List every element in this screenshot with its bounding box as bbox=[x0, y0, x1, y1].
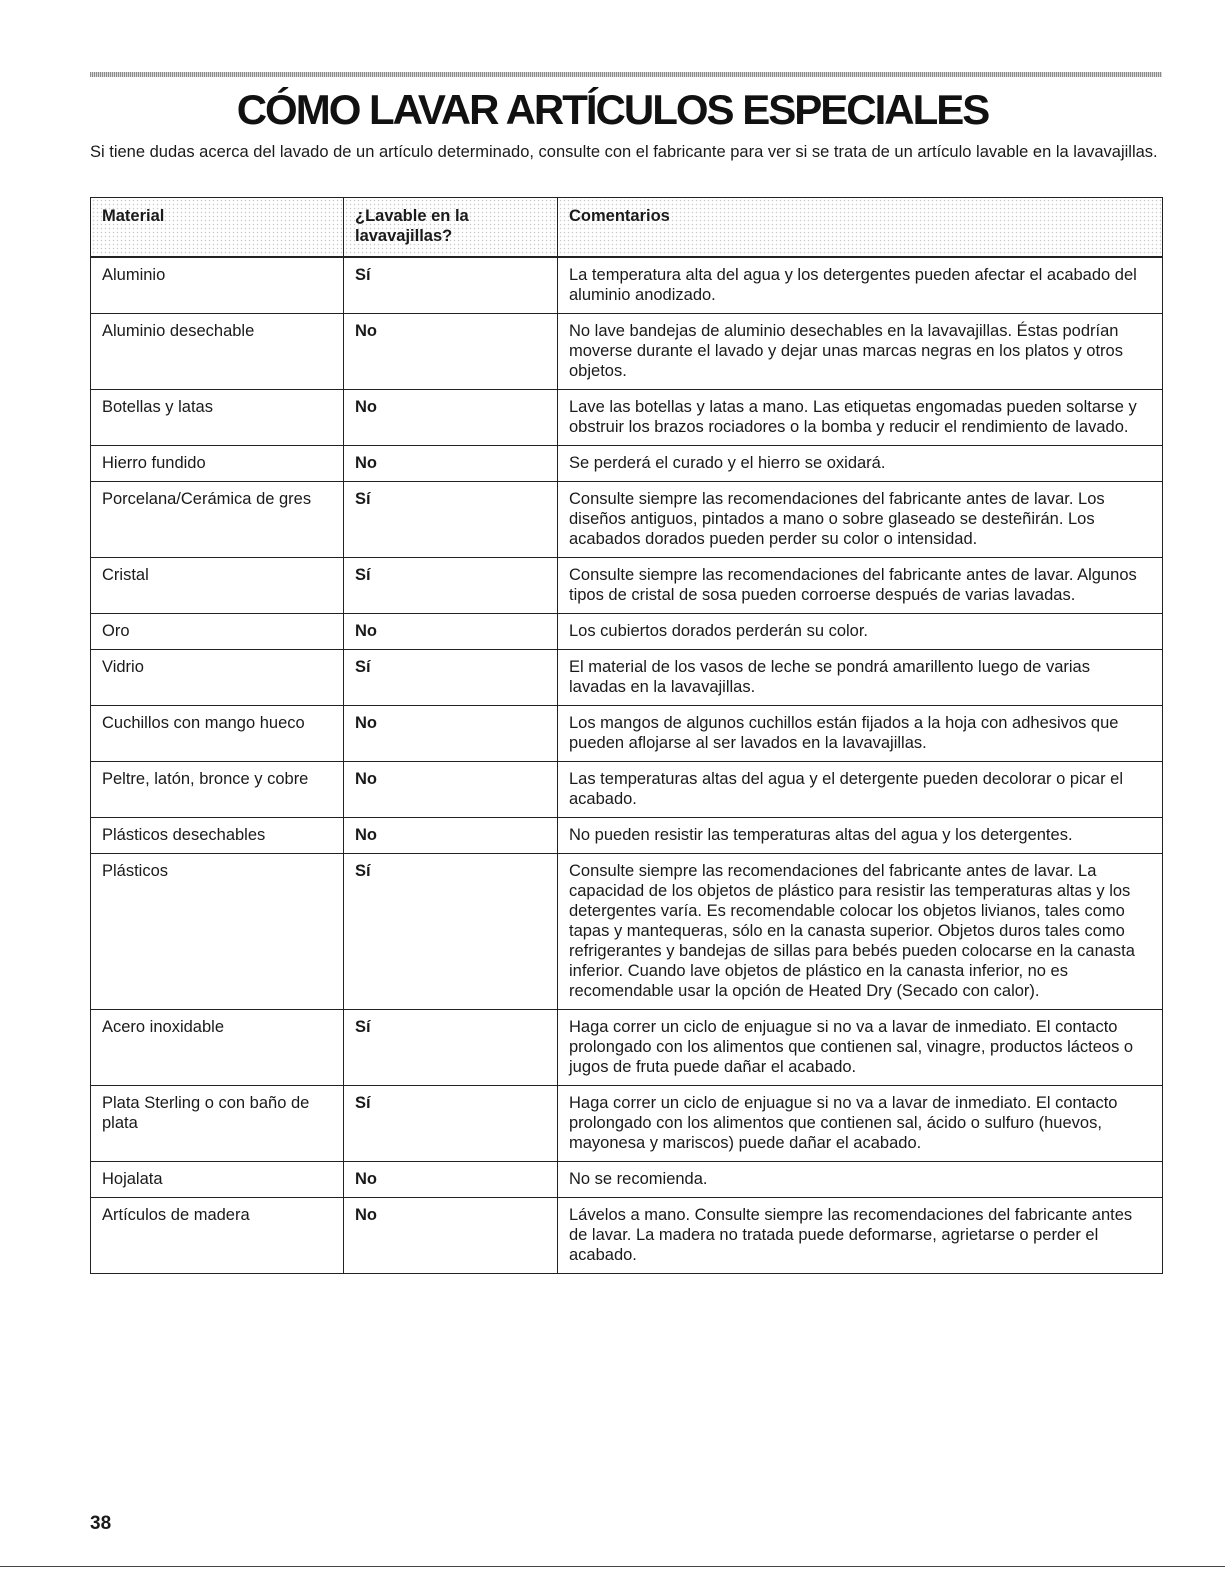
material-cell: Oro bbox=[91, 614, 344, 650]
page-title: CÓMO LAVAR ARTÍCULOS ESPECIALES bbox=[236, 86, 989, 133]
washable-cell: No bbox=[344, 706, 558, 762]
table-row bbox=[91, 257, 1163, 314]
washable-cell: No bbox=[344, 1198, 558, 1274]
washable-cell: No bbox=[344, 446, 558, 482]
intro-paragraph: Si tiene dudas acerca del lavado de un artículo determinado, consulte con el fabricante para ver si se trata de un artículo lavable en la lavavajillas. bbox=[90, 143, 1158, 161]
comments-cell: No pueden resistir las temperaturas altas del agua y los detergentes. bbox=[558, 818, 1163, 854]
comments-cell: Consulte siempre las recomendaciones del fabricante antes de lavar. Los diseños antiguos, pintados a mano o sobre glaseado se desteñirán. Los acabados dorados pueden perder su color o intensidad. bbox=[558, 482, 1163, 558]
material-cell: Botellas y latas bbox=[91, 390, 344, 446]
comments-cell: Haga correr un ciclo de enjuague si no va a lavar de inmediato. El contacto prolongado con los alimentos que contienen sal, ácido o sulfuro (huevos, mayonesa y mariscos) puede dañar el acabado. bbox=[558, 1086, 1163, 1162]
washable-cell: Sí bbox=[344, 558, 558, 614]
material-cell: Artículos de madera bbox=[91, 1198, 344, 1274]
bottom-rule bbox=[0, 1566, 1225, 1567]
page-number: 38 bbox=[90, 1513, 112, 1534]
material-cell: Peltre, latón, bronce y cobre bbox=[91, 762, 344, 818]
material-cell: Acero inoxidable bbox=[91, 1010, 344, 1086]
comments-cell: La temperatura alta del agua y los detergentes pueden afectar el acabado del aluminio anodizado. bbox=[558, 257, 1163, 314]
comments-cell: Lávelos a mano. Consulte siempre las recomendaciones del fabricante antes de lavar. La madera no tratada puede deformarse, agrietarse o perder el acabado. bbox=[558, 1198, 1163, 1274]
header-comments: Comentarios bbox=[558, 198, 1163, 258]
materials-table bbox=[90, 197, 1163, 1274]
washable-cell: Sí bbox=[344, 1010, 558, 1086]
table-row bbox=[91, 446, 1163, 482]
table-body bbox=[91, 257, 1163, 1274]
comments-cell: El material de los vasos de leche se pondrá amarillento luego de varias lavadas en la lavavajillas. bbox=[558, 650, 1163, 706]
comments-cell: Consulte siempre las recomendaciones del fabricante antes de lavar. La capacidad de los objetos de plástico para resistir las temperaturas altas y los detergentes varía. Es recomendable colocar los objetos livianos, tales como tapas y mantequeras, sólo en la canasta superior. Objetos duros tales como refrigerantes y bandejas de sillas para bebés pueden colocarse en la canasta inferior. Cuando lave objetos de plástico en la canasta inferior, no es recomendable usar la opción de Heated Dry (Secado con calor). bbox=[558, 854, 1163, 1010]
table-row bbox=[91, 482, 1163, 558]
table-row bbox=[91, 390, 1163, 446]
material-cell: Plata Sterling o con baño de plata bbox=[91, 1086, 344, 1162]
material-cell: Plásticos desechables bbox=[91, 818, 344, 854]
comments-cell: Los mangos de algunos cuchillos están fijados a la hoja con adhesivos que pueden aflojarse al ser lavados en la lavavajillas. bbox=[558, 706, 1163, 762]
washable-cell: No bbox=[344, 614, 558, 650]
washable-cell: Sí bbox=[344, 650, 558, 706]
table-row bbox=[91, 762, 1163, 818]
material-cell: Aluminio bbox=[91, 257, 344, 314]
material-cell: Plásticos bbox=[91, 854, 344, 1010]
table-row bbox=[91, 1086, 1163, 1162]
washable-cell: Sí bbox=[344, 257, 558, 314]
washable-cell: Sí bbox=[344, 482, 558, 558]
comments-cell: Las temperaturas altas del agua y el detergente pueden decolorar o picar el acabado. bbox=[558, 762, 1163, 818]
material-cell: Hojalata bbox=[91, 1162, 344, 1198]
washable-cell: No bbox=[344, 818, 558, 854]
table-row bbox=[91, 614, 1163, 650]
material-cell: Aluminio desechable bbox=[91, 314, 344, 390]
table-row bbox=[91, 1198, 1163, 1274]
table-row bbox=[91, 314, 1163, 390]
comments-cell: Lave las botellas y latas a mano. Las etiquetas engomadas pueden soltarse y obstruir los brazos rociadores o la bomba y reducir el rendimiento de lavado. bbox=[558, 390, 1163, 446]
header-washable: ¿Lavable en la lavavajillas? bbox=[344, 198, 558, 258]
material-cell: Cuchillos con mango hueco bbox=[91, 706, 344, 762]
material-cell: Hierro fundido bbox=[91, 446, 344, 482]
header-material: Material bbox=[91, 198, 344, 258]
comments-cell: Se perderá el curado y el hierro se oxidará. bbox=[558, 446, 1163, 482]
washable-cell: No bbox=[344, 390, 558, 446]
washable-cell: No bbox=[344, 1162, 558, 1198]
washable-cell: Sí bbox=[344, 1086, 558, 1162]
comments-cell: Los cubiertos dorados perderán su color. bbox=[558, 614, 1163, 650]
comments-cell: No se recomienda. bbox=[558, 1162, 1163, 1198]
washable-cell: Sí bbox=[344, 854, 558, 1010]
comments-cell: Consulte siempre las recomendaciones del fabricante antes de lavar. Algunos tipos de cristal de sosa pueden corroerse después de varias lavadas. bbox=[558, 558, 1163, 614]
table-row bbox=[91, 818, 1163, 854]
top-rule bbox=[90, 72, 1162, 77]
washable-cell: No bbox=[344, 762, 558, 818]
table-header-row bbox=[91, 198, 1163, 258]
table-row bbox=[91, 1010, 1163, 1086]
material-cell: Vidrio bbox=[91, 650, 344, 706]
comments-cell: Haga correr un ciclo de enjuague si no va a lavar de inmediato. El contacto prolongado con los alimentos que contienen sal, vinagre, productos lácteos o jugos de fruta puede dañar el acabado. bbox=[558, 1010, 1163, 1086]
table-row bbox=[91, 558, 1163, 614]
comments-cell: No lave bandejas de aluminio desechables en la lavavajillas. Éstas podrían moverse durante el lavado y dejar unas marcas negras en los platos y otros objetos. bbox=[558, 314, 1163, 390]
washable-cell: No bbox=[344, 314, 558, 390]
material-cell: Cristal bbox=[91, 558, 344, 614]
table-row bbox=[91, 1162, 1163, 1198]
table-row bbox=[91, 706, 1163, 762]
table-row bbox=[91, 650, 1163, 706]
table-row bbox=[91, 854, 1163, 1010]
material-cell: Porcelana/Cerámica de gres bbox=[91, 482, 344, 558]
